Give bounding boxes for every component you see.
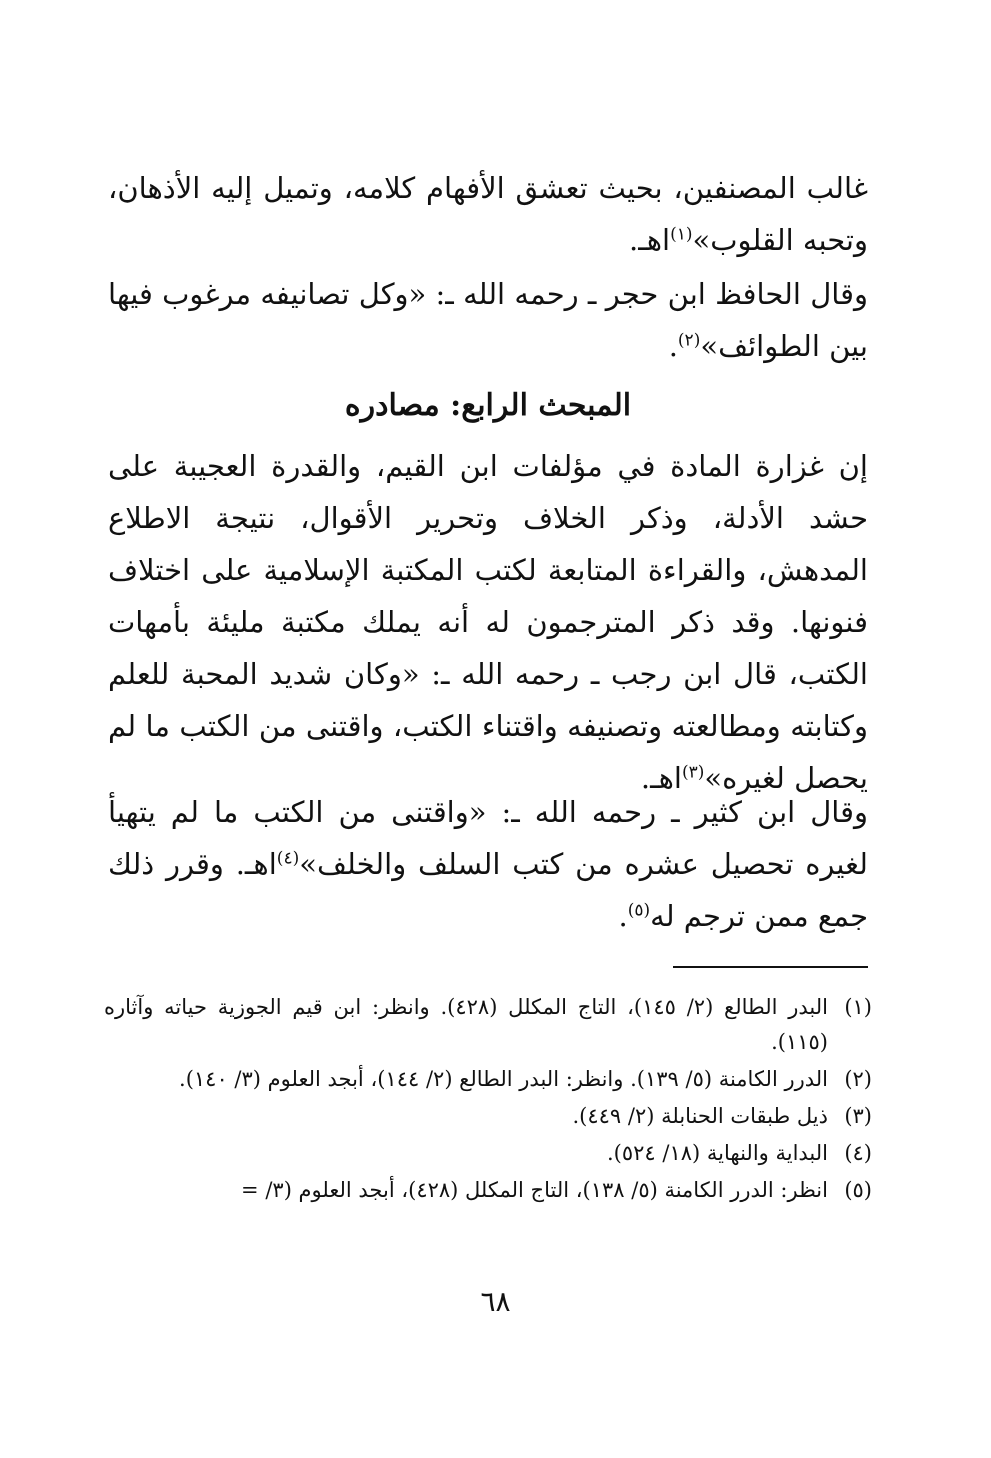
paragraph-1-tail: اهـ. bbox=[628, 223, 671, 257]
footnote-text: الدرر الكامنة (٥/ ١٣٩). وانظر: البدر الطالع (٢/ ١٤٤)، أبجد العلوم (٣/ ١٤٠). bbox=[179, 1067, 828, 1091]
footnote-text: انظر: الدرر الكامنة (٥/ ١٣٨)، التاج المكلل (٤٢٨)، أبجد العلوم (٣/ = bbox=[241, 1178, 828, 1202]
paragraph-2-tail: . bbox=[668, 329, 678, 363]
footnote-text: البدر الطالع (٢/ ١٤٥)، التاج المكلل (٤٢٨). وانظر: ابن قيم الجوزية حياته وآثاره (١١٥). bbox=[104, 995, 828, 1054]
footnote-number: (١) bbox=[844, 995, 872, 1019]
footnote-item bbox=[104, 1099, 872, 1134]
footnote-ref-5: (٥) bbox=[627, 900, 651, 921]
footnote-ref-4: (٤) bbox=[276, 848, 300, 869]
page-number: ٦٨ bbox=[480, 1285, 511, 1318]
paragraph-3 bbox=[108, 440, 868, 804]
footnote-text: البداية والنهاية (١٨/ ٥٢٤). bbox=[606, 1141, 828, 1165]
footnote-text: ذيل طبقات الحنابلة (٢/ ٤٤٩). bbox=[572, 1104, 828, 1128]
paragraph-1-text: غالب المصنفين، بحيث تعشق الأفهام كلامه، وتميل إليه الأذهان، وتحبه القلوب» bbox=[108, 171, 868, 257]
footnote-ref-2: (٢) bbox=[677, 330, 701, 351]
footnote-ref-3: (٣) bbox=[681, 762, 705, 783]
section-heading: المبحث الرابع: مصادره bbox=[344, 388, 632, 423]
footnote-number: (٥) bbox=[844, 1178, 872, 1202]
footnote-item bbox=[104, 1173, 872, 1208]
footnotes-list bbox=[104, 990, 872, 1210]
footnote-divider bbox=[673, 966, 868, 968]
paragraph-2-text: وقال الحافظ ابن حجر ـ رحمه الله ـ: «وكل تصانيفه مرغوب فيها بين الطوائف» bbox=[108, 277, 868, 363]
paragraph-3-tail: اهـ. bbox=[640, 761, 682, 795]
paragraph-4-tail: . bbox=[618, 899, 628, 933]
paragraph-4-text: وقال ابن كثير ـ رحمه الله ـ: «واقتنى من الكتب ما لم يتهيأ لغيره تحصيل عشره من كتب السلف والخلف» bbox=[108, 795, 868, 881]
paragraph-3-text: إن غزارة المادة في مؤلفات ابن القيم، والقدرة العجيبة على حشد الأدلة، وذكر الخلاف وتحرير الأقوال، نتيجة الاطلاع المدهش، والقراءة المتابعة لكتب المكتبة الإسلامية على اختلاف فنونها. وقد ذكر المترجمون له أنه يملك مكتبة مليئة بأمهات الكتب، قال ابن رجب ـ رحمه الله ـ: «وكان شديد المحبة للعلم وكتابته ومطالعته وتصنيفه واقتناء الكتب، واقتنى من الكتب ما لم يحصل لغيره» bbox=[108, 449, 868, 795]
paragraph-4 bbox=[108, 786, 868, 942]
footnote-number: (٢) bbox=[844, 1067, 872, 1091]
footnote-number: (٣) bbox=[844, 1104, 872, 1128]
paragraph-4-mid: اهـ. وقرر ذلك جمع ممن ترجم له bbox=[108, 847, 868, 933]
footnote-ref-1: (١) bbox=[670, 224, 693, 245]
footnote-number: (٤) bbox=[844, 1141, 872, 1165]
paragraph-2 bbox=[108, 268, 868, 372]
footnote-item bbox=[104, 1062, 872, 1097]
footnote-item bbox=[104, 1136, 872, 1171]
footnote-item bbox=[104, 990, 872, 1060]
paragraph-1 bbox=[108, 162, 868, 266]
